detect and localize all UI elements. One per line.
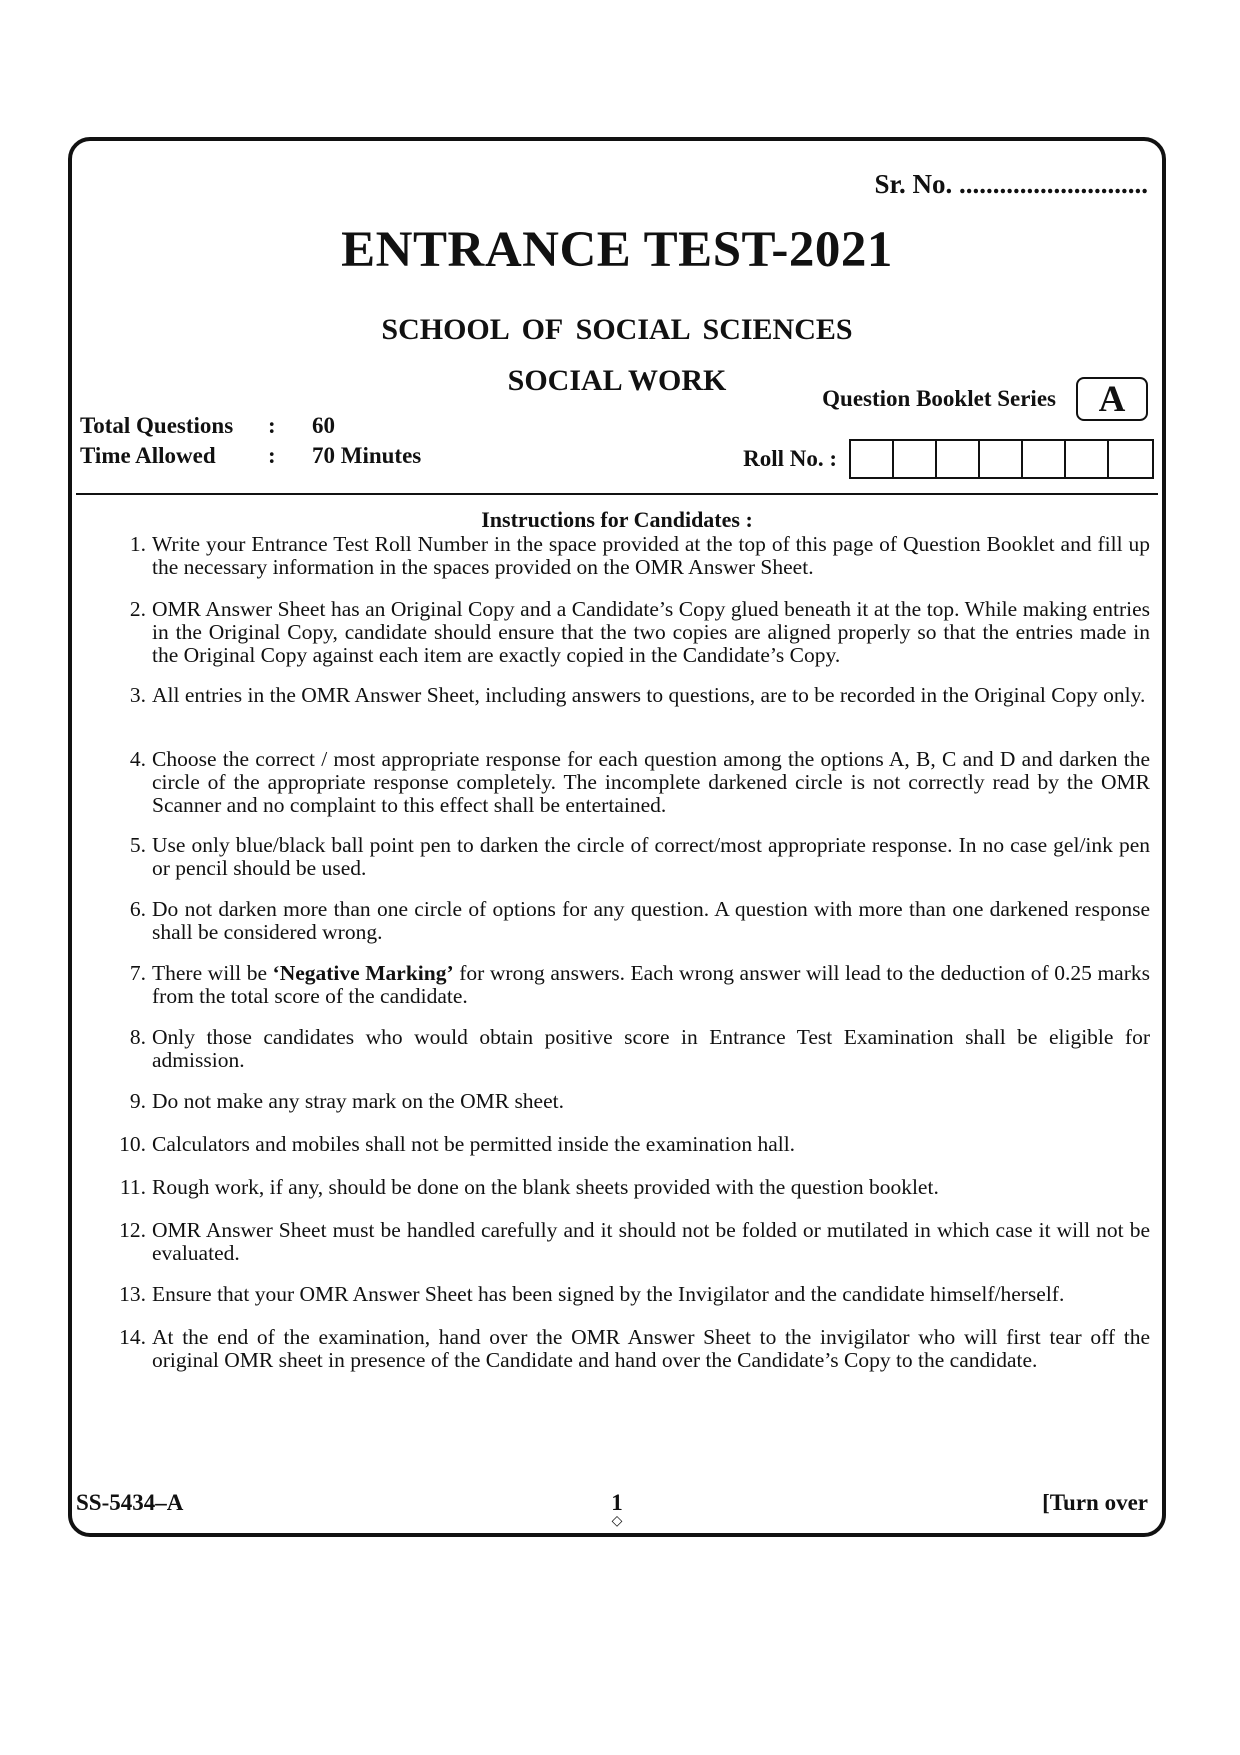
instruction-text: Do not make any stray mark on the OMR sheet.	[152, 1089, 564, 1113]
instruction-text: Do not darken more than one circle of options for any question. A question with more than one darkened response shall be considered wrong.	[152, 897, 1150, 944]
instruction-item	[112, 962, 1150, 1008]
total-questions-label: Total Questions	[80, 413, 234, 438]
instruction-item	[112, 684, 1150, 707]
instruction-text: At the end of the examination, hand over the OMR Answer Sheet to the invigilator who will first tear off the original OMR sheet in presence of the Candidate and hand over the Candidate’s Copy to the candidate.	[152, 1325, 1150, 1372]
instruction-item	[112, 898, 1150, 944]
serial-number: Sr. No. ............................	[874, 169, 1148, 199]
instruction-number: 6.	[129, 897, 146, 921]
page-title: ENTRANCE TEST-2021	[341, 222, 893, 278]
instruction-number: 12.	[119, 1218, 146, 1242]
instruction-text: Choose the correct / most appropriate response for each question among the options A, B, C and D and darken the circle of the appropriate response completely. The incomplete darkened circle is not correctly read by the OMR Scanner and no complaint to this effect shall be entertained.	[152, 747, 1150, 817]
total-questions-value: 60	[312, 413, 335, 438]
series-badge: A	[1076, 377, 1148, 421]
instruction-number: 11.	[119, 1175, 146, 1199]
instruction-item	[112, 1026, 1150, 1072]
booklet-frame	[68, 137, 1166, 1537]
page-number: 1	[611, 1490, 623, 1515]
time-allowed-row	[80, 443, 421, 469]
school-name: SCHOOL OF SOCIAL SCIENCES	[381, 313, 853, 346]
instruction-item	[112, 834, 1150, 880]
instruction-number: 4.	[129, 747, 146, 771]
roll-number-box[interactable]	[1023, 441, 1066, 477]
instruction-number: 5.	[129, 833, 146, 857]
instruction-number: 14.	[119, 1325, 146, 1349]
instruction-text: Use only blue/black ball point pen to darken the circle of correct/most appropriate response. In no case gel/ink pen or pencil should be used.	[152, 833, 1150, 880]
instruction-text: OMR Answer Sheet must be handled carefully and it should not be folded or mutilated in which case it will not be evaluated.	[152, 1218, 1150, 1265]
instruction-text: Rough work, if any, should be done on the blank sheets provided with the question booklet.	[152, 1175, 939, 1199]
instruction-text: OMR Answer Sheet has an Original Copy and a Candidate’s Copy glued beneath it at the top. While making entries in the Original Copy, candidate should ensure that the two copies are aligned properly so that the entries made in the Original Copy against each item are exactly copied in the Candidate’s Copy.	[152, 597, 1150, 667]
header-divider	[76, 493, 1158, 495]
total-questions-row	[80, 413, 335, 439]
roll-number-box[interactable]	[894, 441, 937, 477]
instruction-text: Calculators and mobiles shall not be permitted inside the examination hall.	[152, 1132, 796, 1156]
instruction-item	[112, 748, 1150, 817]
roll-number-box[interactable]	[851, 441, 894, 477]
roll-number-box[interactable]	[1066, 441, 1109, 477]
instruction-number: 1.	[129, 532, 146, 556]
instruction-number: 7.	[129, 961, 146, 985]
instruction-item	[112, 1133, 1150, 1156]
diamond-icon: ◇	[611, 1514, 623, 1529]
instruction-text: Write your Entrance Test Roll Number in the space provided at the top of this page of Question Booklet and fill up the necessary information in the spaces provided on the OMR Answer Sheet.	[152, 532, 1150, 579]
instruction-text: Only those candidates who would obtain positive score in Entrance Test Examination shall be eligible for admission.	[152, 1025, 1150, 1072]
negative-marking-emphasis: ‘Negative Marking’	[272, 961, 454, 985]
instruction-item	[112, 1283, 1150, 1306]
total-questions-colon: :	[268, 413, 276, 438]
instruction-number: 2.	[129, 597, 146, 621]
instructions-heading: Instructions for Candidates :	[481, 507, 753, 532]
instruction-item	[112, 598, 1150, 667]
instruction-item	[112, 1326, 1150, 1372]
instruction-number: 13.	[119, 1282, 146, 1306]
instruction-text-part: for wrong answers. Each wrong answer will lead to the deduction of 0.25 marks from the total score of the candidate.	[152, 961, 1150, 1008]
time-allowed-colon: :	[268, 443, 276, 468]
instruction-text: Ensure that your OMR Answer Sheet has been signed by the Invigilator and the candidate himself/herself.	[152, 1282, 1065, 1306]
question-booklet-series	[822, 377, 1148, 421]
roll-number-label: Roll No. :	[743, 446, 837, 471]
time-allowed-label: Time Allowed	[80, 443, 216, 468]
instruction-text: All entries in the OMR Answer Sheet, including answers to questions, are to be recorded in the Original Copy only.	[152, 683, 1146, 707]
instruction-item	[112, 1176, 1150, 1199]
roll-number-field	[743, 439, 1154, 479]
booklet-code: SS-5434–A	[76, 1490, 184, 1515]
instruction-item	[112, 533, 1150, 579]
roll-number-box[interactable]	[980, 441, 1023, 477]
turn-over-note: [Turn over	[1042, 1490, 1148, 1515]
instruction-number: 3.	[129, 683, 146, 707]
instruction-item	[112, 1219, 1150, 1265]
series-label: Question Booklet Series	[822, 386, 1056, 411]
roll-number-box[interactable]	[1109, 441, 1152, 477]
time-allowed-value: 70 Minutes	[312, 443, 422, 468]
roll-number-boxes	[849, 439, 1154, 479]
instruction-text-part: There will be	[152, 961, 273, 985]
instruction-number: 8.	[129, 1025, 146, 1049]
instruction-number: 10.	[119, 1132, 146, 1156]
roll-number-box[interactable]	[937, 441, 980, 477]
instruction-text	[152, 962, 1150, 1008]
subject-name: SOCIAL WORK	[507, 364, 727, 397]
instruction-item	[112, 1090, 1150, 1113]
instruction-number: 9.	[129, 1089, 146, 1113]
